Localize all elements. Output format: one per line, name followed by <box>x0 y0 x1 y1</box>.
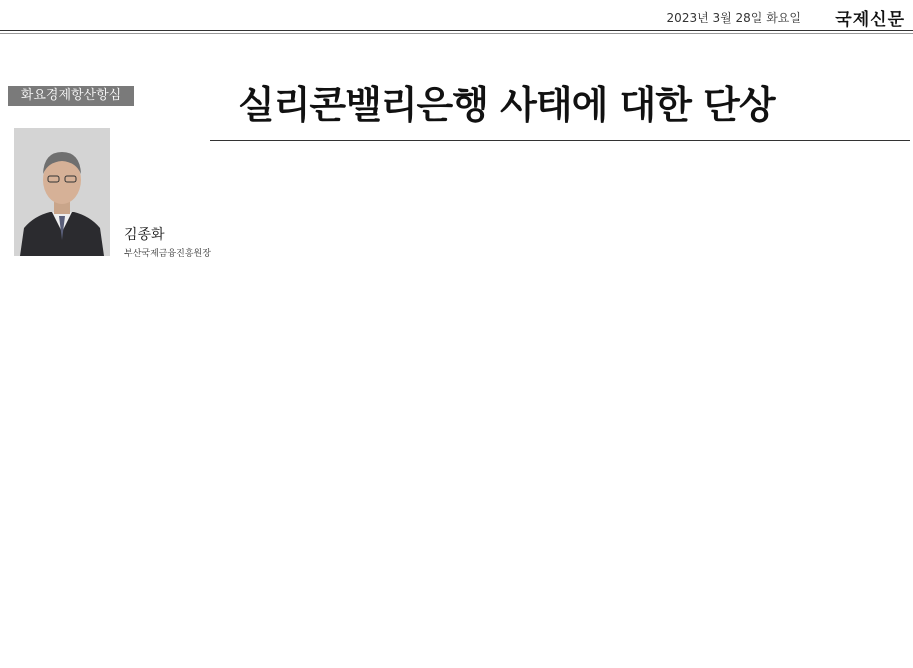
headline-rule <box>210 140 910 141</box>
article-column-4 <box>694 158 906 664</box>
section-tag: 화요경제항산항심 <box>8 86 134 106</box>
masthead: 국제신문 <box>835 10 905 30</box>
author-photo <box>14 128 110 256</box>
masthead-rule-secondary <box>0 33 913 34</box>
article-column-1 <box>8 282 208 662</box>
article-column-2 <box>222 158 448 664</box>
masthead-rule <box>0 30 913 31</box>
headline: 실리콘밸리은행 사태에 대한 단상 <box>238 83 775 127</box>
article-column-3 <box>465 158 679 664</box>
author-name: 김종화 <box>124 227 165 243</box>
top-bar <box>0 0 913 30</box>
author-title: 부산국제금융진흥원장 <box>124 249 211 259</box>
publication-date: 2023년 3월 28일 화요일 <box>666 11 801 25</box>
